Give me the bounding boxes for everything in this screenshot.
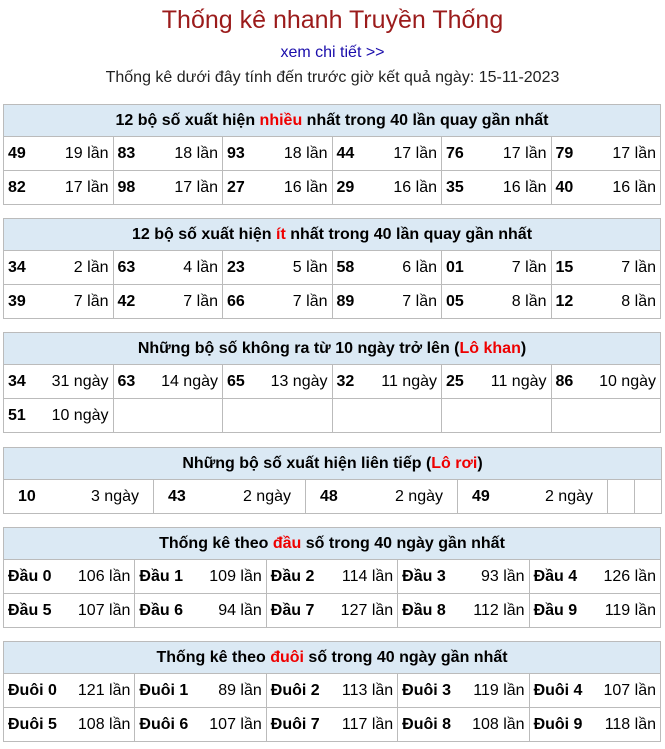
stat-count: 119 lần (473, 681, 525, 699)
stat-label: Đầu 0 (8, 567, 52, 585)
stat-cell (4, 560, 135, 594)
table-row (4, 251, 661, 285)
stat-count: 107 lần (77, 601, 131, 619)
stat-label: 58 (336, 258, 355, 276)
stat-label: 43 (168, 487, 186, 505)
stat-count: 118 lần (604, 715, 656, 733)
stat-cell (551, 171, 661, 205)
stat-cell (442, 399, 552, 433)
stat-label: 44 (336, 144, 355, 162)
stat-cell (4, 674, 135, 708)
stat-cell (332, 399, 442, 433)
stat-count: 4 lần (183, 258, 218, 276)
stat-count: 14 ngày (161, 372, 218, 390)
stat-count: 2 ngày (544, 487, 593, 505)
stat-count: 107 lần (603, 681, 656, 699)
stat-count: 18 lần (283, 144, 328, 162)
stat-label: Đầu 8 (402, 601, 446, 619)
stat-cell (4, 251, 114, 285)
stat-label: Đầu 9 (533, 601, 578, 619)
least-frequent-heading: 12 bộ số xuất hiện ít nhất trong 40 lần quay gần nhất (4, 219, 661, 251)
stat-label: Đầu 1 (139, 567, 183, 585)
stat-label: 76 (446, 144, 464, 162)
stat-cell (135, 560, 266, 594)
stat-cell (223, 251, 333, 285)
most-frequent-table (3, 104, 661, 205)
stat-cell (332, 137, 442, 171)
stat-label: Đuôi 0 (8, 681, 57, 699)
stat-cell (529, 674, 660, 708)
page-title: Thống kê nhanh Truyền Thống (161, 6, 504, 34)
stat-label: 29 (336, 178, 355, 196)
stat-cell (551, 365, 661, 399)
stat-count: 13 ngày (270, 372, 328, 390)
stat-label: 49 (8, 144, 26, 162)
stat-label: 89 (336, 292, 355, 310)
stat-cell (135, 674, 266, 708)
stat-count: 10 ngày (599, 372, 656, 390)
stat-count: 7 lần (183, 292, 218, 310)
stat-label: 15 (555, 258, 574, 276)
stat-cell (135, 708, 266, 742)
stat-label: 42 (117, 292, 136, 310)
stat-cell (113, 251, 223, 285)
stat-label: 10 (18, 487, 36, 505)
stat-count: 7 lần (402, 292, 437, 310)
stat-cell (4, 365, 114, 399)
least-frequent-table (3, 218, 661, 319)
stat-count: 94 lần (218, 601, 262, 619)
stat-count: 11 ngày (490, 372, 547, 390)
stat-count: 2 ngày (242, 487, 291, 505)
stat-count: 113 lần (341, 681, 394, 699)
stat-cell (4, 285, 114, 319)
stat-label: Đầu 2 (270, 567, 315, 585)
stat-cell (442, 137, 552, 171)
stat-label: 49 (472, 487, 490, 505)
stat-count: 11 ngày (381, 372, 437, 390)
stat-label: 66 (227, 292, 245, 310)
stat-label: 63 (117, 372, 136, 390)
stat-cell (113, 137, 223, 171)
stat-count: 126 lần (603, 567, 656, 585)
lo-khan-heading: Những bộ số không ra từ 10 ngày trở lên (Lô khan) (4, 333, 661, 365)
stat-label: 79 (555, 144, 574, 162)
table-row (4, 285, 661, 319)
stat-label: 34 (8, 258, 26, 276)
stat-cell (113, 399, 223, 433)
stat-cell (266, 594, 397, 628)
stat-cell (223, 137, 333, 171)
stat-cell (442, 365, 552, 399)
stat-label: 65 (227, 372, 245, 390)
stat-count: 19 lần (64, 144, 109, 162)
stat-label: 23 (227, 258, 245, 276)
stat-count: 17 lần (612, 144, 656, 162)
stat-label: Đuôi 1 (139, 681, 189, 699)
stat-count: 8 lần (511, 292, 547, 310)
stat-label: 51 (8, 406, 26, 424)
stat-label: 05 (446, 292, 464, 310)
stat-count: 17 lần (502, 144, 547, 162)
stat-count: 108 lần (77, 715, 131, 733)
table-row (4, 480, 662, 514)
stat-count: 119 lần (604, 601, 656, 619)
table-row (4, 365, 661, 399)
stat-count: 16 lần (502, 178, 547, 196)
stat-cell (332, 365, 442, 399)
stat-cell (113, 365, 223, 399)
stat-label: Đuôi 5 (8, 715, 57, 733)
stat-count: 109 lần (209, 567, 262, 585)
stat-count: 7 lần (292, 292, 328, 310)
stat-label: Đầu 7 (270, 601, 315, 619)
stat-count: 7 lần (621, 258, 656, 276)
stat-cell (154, 480, 306, 514)
stat-cell (223, 399, 333, 433)
stat-count: 2 lần (73, 258, 109, 276)
stat-label: 63 (117, 258, 136, 276)
table-row (4, 137, 661, 171)
stat-count: 17 lần (174, 178, 218, 196)
stat-cell (551, 399, 661, 433)
stat-cell (4, 708, 135, 742)
stat-count: 16 lần (612, 178, 656, 196)
stat-count: 7 lần (511, 258, 547, 276)
stat-cell (135, 594, 266, 628)
stat-count: 18 lần (174, 144, 218, 162)
detail-link[interactable]: xem chi tiết >> (280, 44, 385, 61)
stat-cell (529, 594, 660, 628)
stat-cell (458, 480, 608, 514)
stat-cell (332, 285, 442, 319)
stat-cell (332, 171, 442, 205)
most-frequent-heading: 12 bộ số xuất hiện nhiều nhất trong 40 lần quay gần nhất (4, 105, 661, 137)
table-row (4, 674, 661, 708)
stat-cell (4, 594, 135, 628)
stat-count: 114 lần (341, 567, 394, 585)
stat-cell (529, 560, 660, 594)
stat-cell (266, 560, 397, 594)
stat-label: 93 (227, 144, 245, 162)
stat-label: Đuôi 3 (402, 681, 452, 699)
stat-label: 01 (446, 258, 464, 276)
stat-cell (4, 399, 114, 433)
table-row (4, 708, 661, 742)
table-row (4, 594, 661, 628)
table-row (4, 399, 661, 433)
stat-cell (398, 594, 529, 628)
stat-cell (223, 365, 333, 399)
stat-label: Đuôi 2 (270, 681, 320, 699)
duoi-heading: Thống kê theo đuôi số trong 40 ngày gần nhất (4, 642, 661, 674)
empty-cell (635, 480, 662, 514)
stat-label: Đuôi 9 (533, 715, 583, 733)
stat-label: 32 (336, 372, 355, 390)
stat-label: Đầu 4 (533, 567, 578, 585)
stat-count: 10 ngày (51, 406, 109, 424)
stat-label: 40 (555, 178, 574, 196)
stat-count: 106 lần (77, 567, 131, 585)
stat-cell (4, 171, 114, 205)
stat-count: 7 lần (73, 292, 109, 310)
stat-label: 83 (117, 144, 136, 162)
stat-label: 34 (8, 372, 26, 390)
stat-label: Đuôi 7 (270, 715, 320, 733)
stat-label: Đầu 6 (139, 601, 183, 619)
dau-table (3, 527, 661, 628)
dau-heading: Thống kê theo đầu số trong 40 ngày gần nhất (4, 528, 661, 560)
duoi-table (3, 641, 661, 742)
stat-label: 48 (320, 487, 338, 505)
stat-label: 35 (446, 178, 464, 196)
stat-cell (332, 251, 442, 285)
stat-cell (398, 560, 529, 594)
stat-cell (442, 251, 552, 285)
stat-count: 6 lần (402, 258, 437, 276)
stat-cell (551, 137, 661, 171)
stat-cell (398, 674, 529, 708)
stat-count: 3 ngày (90, 487, 139, 505)
table-row (4, 560, 661, 594)
stat-cell (306, 480, 458, 514)
stat-count: 16 lần (283, 178, 328, 196)
stat-count: 17 lần (64, 178, 109, 196)
stat-cell (4, 480, 154, 514)
stat-label: 98 (117, 178, 136, 196)
page-subtitle: Thống kê dưới đây tính đến trước giờ kết quả ngày: 15-11-2023 (105, 69, 560, 86)
lo-roi-heading: Những bộ số xuất hiện liên tiếp (Lô rơi) (4, 448, 662, 480)
stat-count: 121 lần (77, 681, 131, 699)
stat-count: 89 lần (218, 681, 262, 699)
stat-label: Đuôi 8 (402, 715, 452, 733)
stat-count: 112 lần (473, 601, 525, 619)
stat-cell (113, 171, 223, 205)
stat-count: 8 lần (621, 292, 656, 310)
stat-cell (223, 171, 333, 205)
table-row (4, 171, 661, 205)
stat-count: 117 lần (341, 715, 394, 733)
stat-label: Đầu 5 (8, 601, 52, 619)
stat-cell (223, 285, 333, 319)
stat-count: 2 ngày (394, 487, 443, 505)
stat-count: 16 lần (393, 178, 437, 196)
stat-cell (529, 708, 660, 742)
stat-cell (551, 285, 661, 319)
stat-label: 25 (446, 372, 464, 390)
stat-label: 86 (555, 372, 574, 390)
stat-cell (442, 171, 552, 205)
stat-label: Đuôi 6 (139, 715, 189, 733)
stat-count: 107 lần (209, 715, 262, 733)
stat-label: 82 (8, 178, 26, 196)
stat-cell (266, 708, 397, 742)
lo-roi-table (3, 447, 662, 514)
stat-label: 12 (555, 292, 574, 310)
stat-count: 17 lần (393, 144, 437, 162)
stat-cell (551, 251, 661, 285)
stat-cell (266, 674, 397, 708)
stat-label: 27 (227, 178, 245, 196)
stat-label: 39 (8, 292, 26, 310)
stat-cell (4, 137, 114, 171)
stat-cell (442, 285, 552, 319)
stat-count: 31 ngày (51, 372, 109, 390)
stat-count: 5 lần (292, 258, 328, 276)
stat-label: Đuôi 4 (533, 681, 583, 699)
stat-count: 108 lần (472, 715, 525, 733)
empty-cell (608, 480, 635, 514)
stat-cell (113, 285, 223, 319)
stat-label: Đầu 3 (402, 567, 446, 585)
stat-count: 93 lần (480, 567, 525, 585)
stat-cell (398, 708, 529, 742)
stat-count: 127 lần (340, 601, 394, 619)
lo-khan-table (3, 332, 661, 433)
